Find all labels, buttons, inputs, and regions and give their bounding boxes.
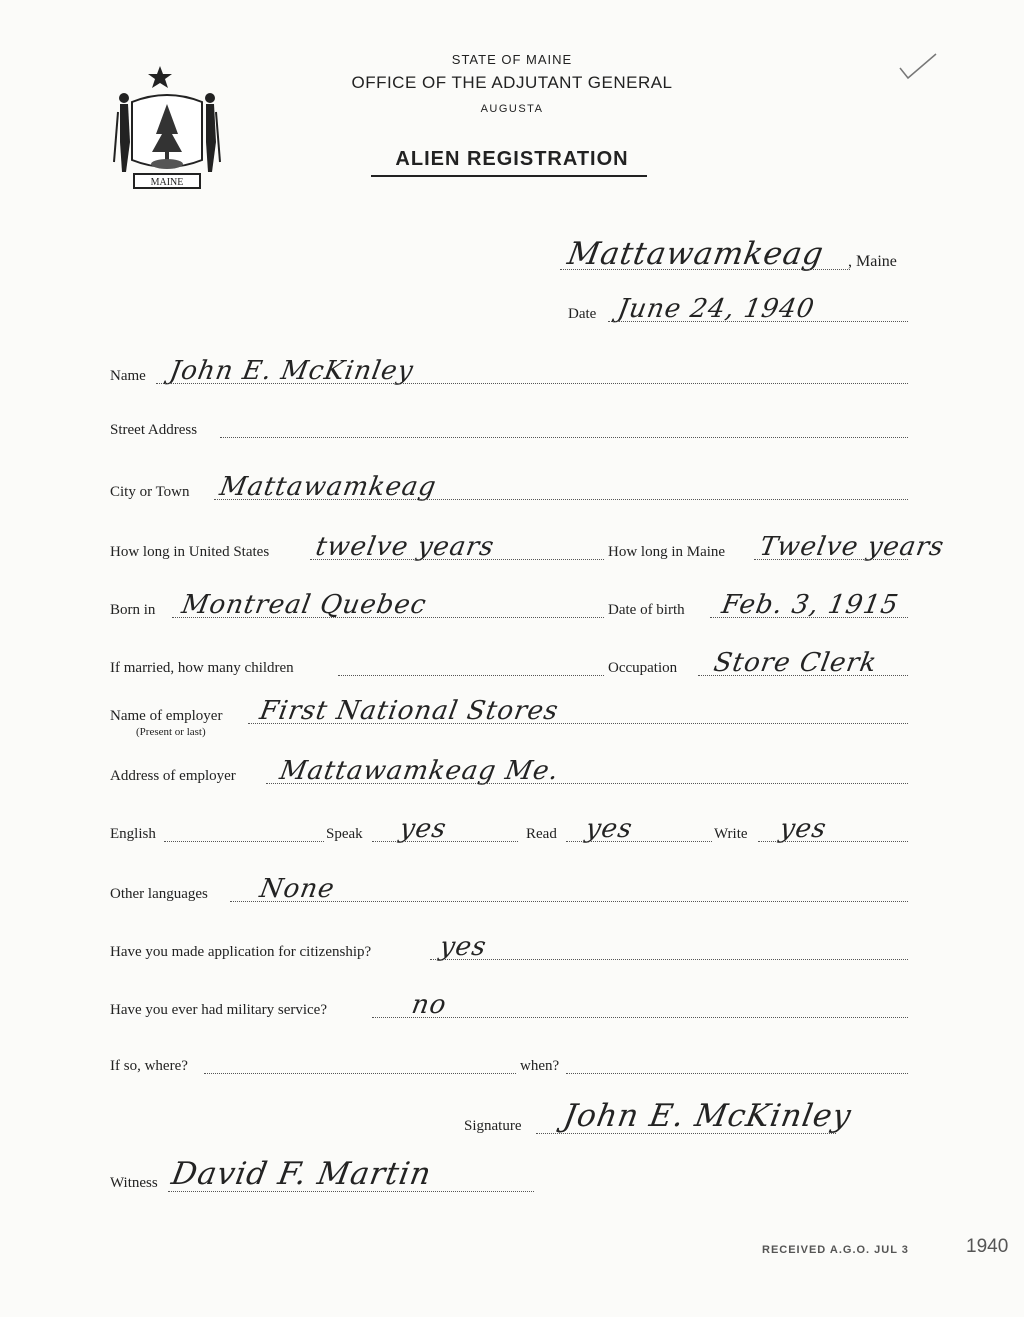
witness-label: Witness [110,1175,158,1191]
how-long-us-label: How long in United States [110,544,270,560]
how-long-us-value[interactable]: twelve years [313,532,497,562]
city-label: City or Town [110,484,190,500]
children-label: If married, how many children [110,660,294,676]
where-label: If so, where? [110,1058,188,1074]
other-languages-value[interactable]: None [257,874,338,904]
place-value[interactable]: Mattawamkeag [564,236,827,272]
employer-address-label: Address of employer [110,768,236,784]
birth-row [110,578,910,622]
where-row [110,1038,910,1078]
title-underline [371,175,647,177]
english-row [110,802,910,846]
name-value[interactable]: John E. McKinley [167,356,417,386]
witness-row [110,1146,550,1196]
how-long-maine-value[interactable]: Twelve years [757,532,947,562]
write-value[interactable]: yes [777,814,830,844]
signature-label: Signature [464,1118,522,1134]
read-value[interactable]: yes [583,814,636,844]
office-heading: OFFICE OF THE ADJUTANT GENERAL [351,73,673,92]
place-suffix: , Maine [848,253,897,270]
signature-value[interactable]: John E. McKinley [560,1098,855,1134]
form-title: ALIEN REGISTRATION [395,148,629,170]
signature-row [464,1090,904,1138]
name-label: Name [110,368,146,384]
how-long-row [110,520,990,564]
other-languages-row [110,862,910,906]
employer-sublabel: (Present or last) [136,726,206,738]
employer-label: Name of employer [110,708,223,724]
write-label: Write [714,826,748,842]
occupation-value[interactable]: Store Clerk [711,648,880,678]
military-row [110,978,910,1022]
occupation-label: Occupation [608,660,678,676]
employer-address-value[interactable]: Mattawamkeag Me. [277,756,562,786]
speak-value[interactable]: yes [397,814,450,844]
when-label: when? [520,1058,560,1074]
place-row [540,226,920,274]
state-heading: STATE OF MAINE [451,52,573,67]
children-row [110,636,910,680]
born-in-value[interactable]: Montreal Quebec [179,590,430,620]
employer-address-row [110,744,910,788]
born-in-label: Born in [110,602,156,618]
citizenship-label: Have you made application for citizenship? [110,944,372,960]
svg-text:MAINE: MAINE [150,177,184,188]
military-value[interactable]: no [409,990,450,1020]
city-row [110,460,910,504]
city-heading: AUGUSTA [480,103,544,115]
received-stamp: RECEIVED A.G.O. JUL 3 [762,1244,909,1256]
employer-row [110,684,910,740]
name-row [110,344,910,388]
checkmark-icon [898,52,938,82]
date-value[interactable]: June 24, 1940 [615,294,818,324]
speak-label: Speak [326,826,363,842]
employer-value[interactable]: First National Stores [257,696,562,726]
date-row [568,282,908,326]
street-row [110,402,910,442]
dob-value[interactable]: Feb. 3, 1915 [719,590,902,620]
english-label: English [110,826,156,842]
other-languages-label: Other languages [110,886,208,902]
dob-label: Date of birth [608,602,685,618]
date-label: Date [568,306,597,322]
read-label: Read [526,826,557,842]
city-value[interactable]: Mattawamkeag [217,472,439,502]
citizenship-value[interactable]: yes [437,932,490,962]
citizenship-row [110,920,910,964]
street-label: Street Address [110,422,198,438]
how-long-maine-label: How long in Maine [608,544,726,560]
military-label: Have you ever had military service? [110,1002,327,1018]
witness-value[interactable]: David F. Martin [168,1156,435,1192]
received-stamp-year: 1940 [966,1236,1009,1257]
